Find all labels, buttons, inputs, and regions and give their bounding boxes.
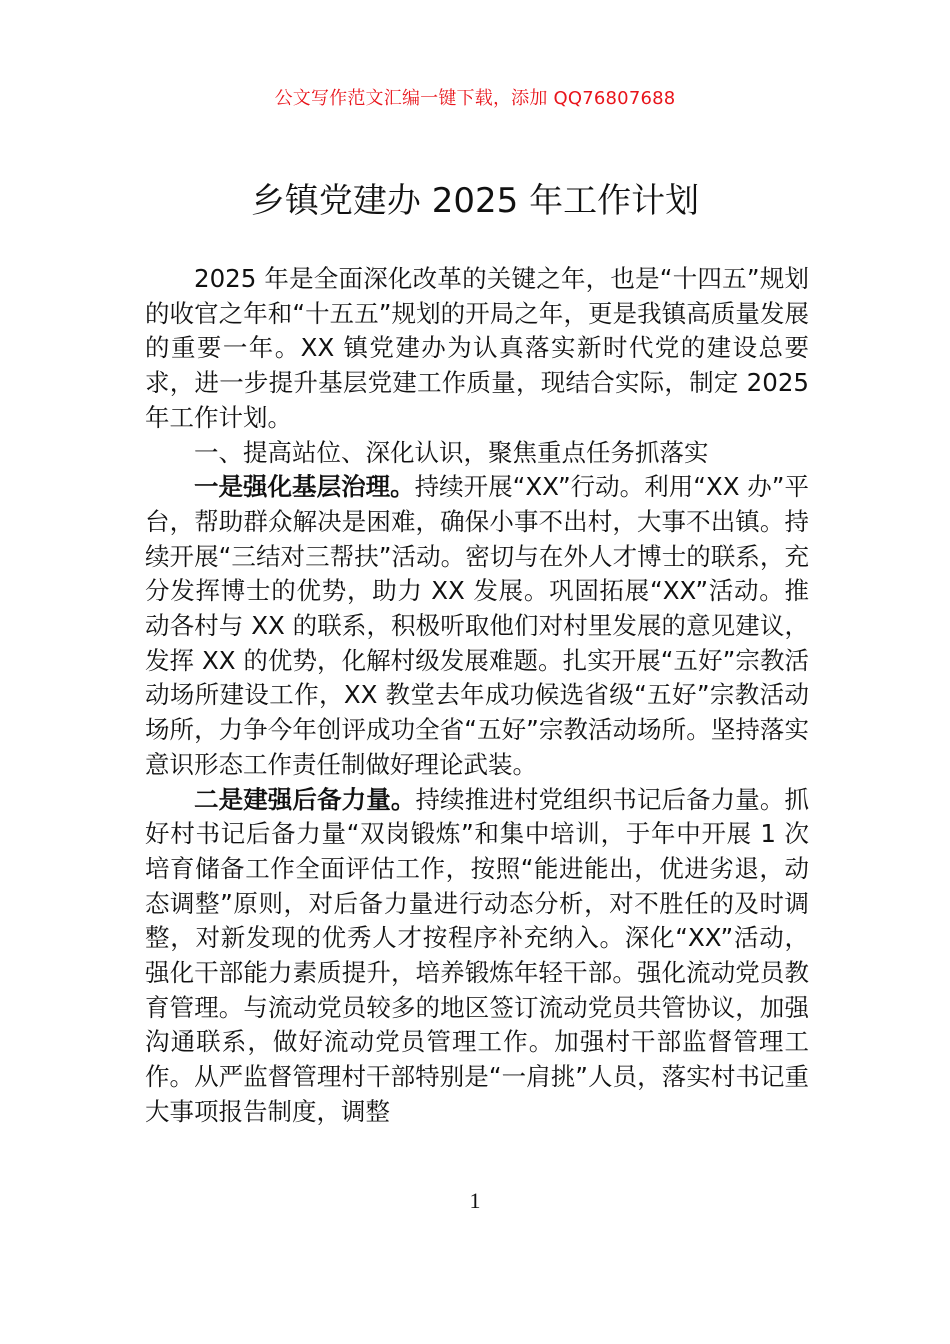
item-lead-1: 一是强化基层治理。 bbox=[194, 472, 415, 502]
page-number: 1 bbox=[469, 1188, 481, 1213]
document-body bbox=[145, 262, 809, 1130]
intro-paragraph: 2025 年是全面深化改革的关键之年，也是“十四五”规划的收官之年和“十五五”规划的开局之年，更是我镇高质量发展的重要一年。XX 镇党建办为认真落实新时代党的建设总要求，进一步提升基层党建工作质量，现结合实际，制定 2025 年工作计划。 bbox=[145, 264, 809, 432]
item-lead-2: 二是建强后备力量。 bbox=[194, 784, 416, 814]
download-banner: 公文写作范文汇编一键下载，添加 QQ76807688 bbox=[274, 88, 676, 109]
item-paragraph-1 bbox=[145, 470, 809, 782]
document-title: 乡镇党建办 2025 年工作计划 bbox=[250, 181, 700, 221]
section-heading: 一、提高站位、深化认识，聚焦重点任务抓落实 bbox=[194, 437, 709, 467]
item-text-2: 持续推进村党组织书记后备力量。抓好村书记后备力量“双岗锻炼”和集中培训，于年中开展 1 次培育储备工作全面评估工作，按照“能进能出，优进劣退，动态调整”原则，对后备力量进行动态分析，对不胜任的及时调整，对新发现的优秀人才按程序补充纳入。深化“XX”活动，强化干部能力素质提升，培养锻炼年轻干部。强化流动党员教育管理。与流动党员较多的地区签订流动党员共管协议，加强沟通联系，做好流动党员管理工作。加强村干部监督管理工作。从严监督管理村干部特别是“一肩挑”人员，落实村书记重大事项报告制度，调整 bbox=[145, 784, 809, 1126]
item-paragraph-2 bbox=[145, 783, 809, 1130]
item-text-1: 持续开展“XX”行动。利用“XX 办”平台，帮助群众解决是困难，确保小事不出村，大事不出镇。持续开展“三结对三帮扶”活动。密切与在外人才博士的联系，充分发挥博士的优势，助力 XX 发展。巩固拓展“XX”活动。推动各村与 XX 的联系，积极听取他们对村里发展的意见建议，发挥 XX 的优势，化解村级发展难题。扎实开展“五好”宗教活动场所建设工作，XX 教堂去年成功候选省级“五好”宗教活动场所，力争今年创评成功全省“五好”宗教活动场所。坚持落实意识形态工作责任制做好理论武装。 bbox=[145, 472, 810, 779]
